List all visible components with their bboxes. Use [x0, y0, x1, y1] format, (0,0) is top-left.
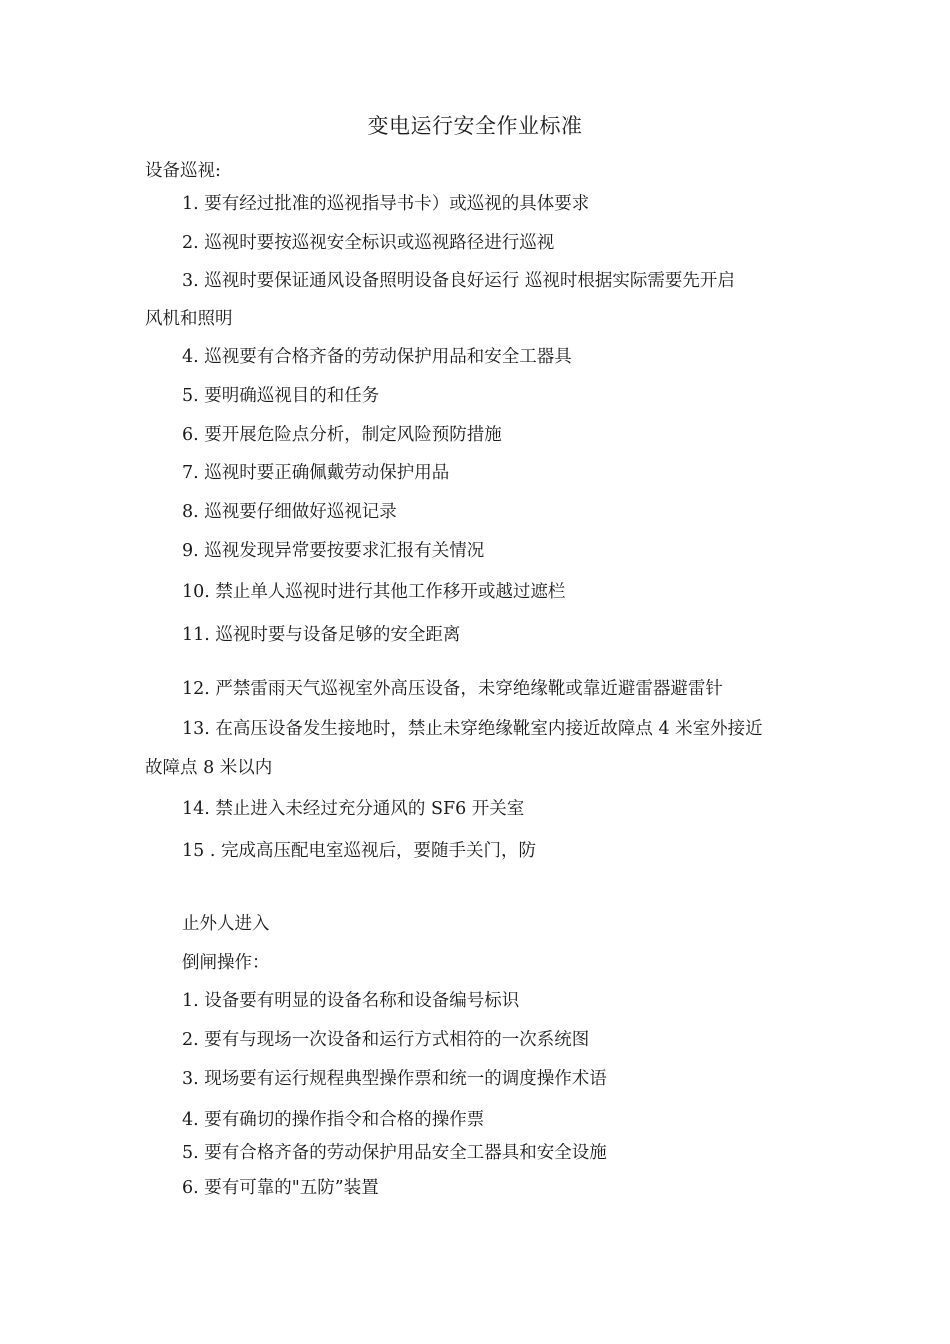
list-item: 4. 巡视要有合格齐备的劳动保护用品和安全工器具	[182, 347, 572, 367]
list-item-continuation: 止外人进入	[182, 914, 270, 934]
list-item: 13. 在高压设备发生接地时，禁止未穿绝缘靴室内接近故障点 4 米室外接近	[182, 719, 763, 739]
list-item: 4. 要有确切的操作指令和合格的操作票	[182, 1110, 485, 1130]
list-item: 3. 现场要有运行规程典型操作票和统一的调度操作术语	[182, 1069, 607, 1089]
list-item: 15 . 完成高压配电室巡视后，要随手关门，防	[182, 841, 536, 861]
list-item: 9. 巡视发现异常要按要求汇报有关情况	[182, 541, 485, 561]
list-item: 12. 严禁雷雨天气巡视室外高压设备，未穿绝缘靴或靠近避雷器避雷针	[182, 679, 723, 699]
list-item: 6. 要开展危险点分析，制定风险预防措施	[182, 425, 502, 445]
list-item: 1. 要有经过批准的巡视指导书卡）或巡视的具体要求	[182, 194, 590, 214]
list-item: 14. 禁止进入未经过充分通风的 SF6 开关室	[182, 799, 525, 819]
list-item: 3. 巡视时要保证通风设备照明设备良好运行 巡视时根据实际需要先开启	[182, 271, 735, 291]
list-item: 1. 设备要有明显的设备名称和设备编号标识	[182, 991, 520, 1011]
list-item: 11. 巡视时要与设备足够的安全距离	[182, 625, 461, 645]
list-item: 5. 要明确巡视目的和任务	[182, 386, 380, 406]
list-item-continuation: 风机和照明	[145, 309, 233, 329]
section-heading-switching: 倒闸操作：	[182, 953, 270, 973]
list-item: 2. 要有与现场一次设备和运行方式相符的一次系统图	[182, 1030, 590, 1050]
list-item: 8. 巡视要仔细做好巡视记录	[182, 502, 397, 522]
section-heading-patrol: 设备巡视:	[145, 161, 221, 181]
list-item: 2. 巡视时要按巡视安全标识或巡视路径进行巡视	[182, 233, 555, 253]
document-title: 变电运行安全作业标准	[367, 114, 583, 138]
list-item: 6. 要有可靠的"五防”装置	[182, 1178, 379, 1198]
list-item: 5. 要有合格齐备的劳动保护用品安全工器具和安全设施	[182, 1143, 607, 1163]
list-item: 7. 巡视时要正确佩戴劳动保护用品	[182, 463, 450, 483]
list-item: 10. 禁止单人巡视时进行其他工作移开或越过遮栏	[182, 582, 566, 602]
list-item-continuation: 故障点 8 米以内	[145, 758, 273, 778]
